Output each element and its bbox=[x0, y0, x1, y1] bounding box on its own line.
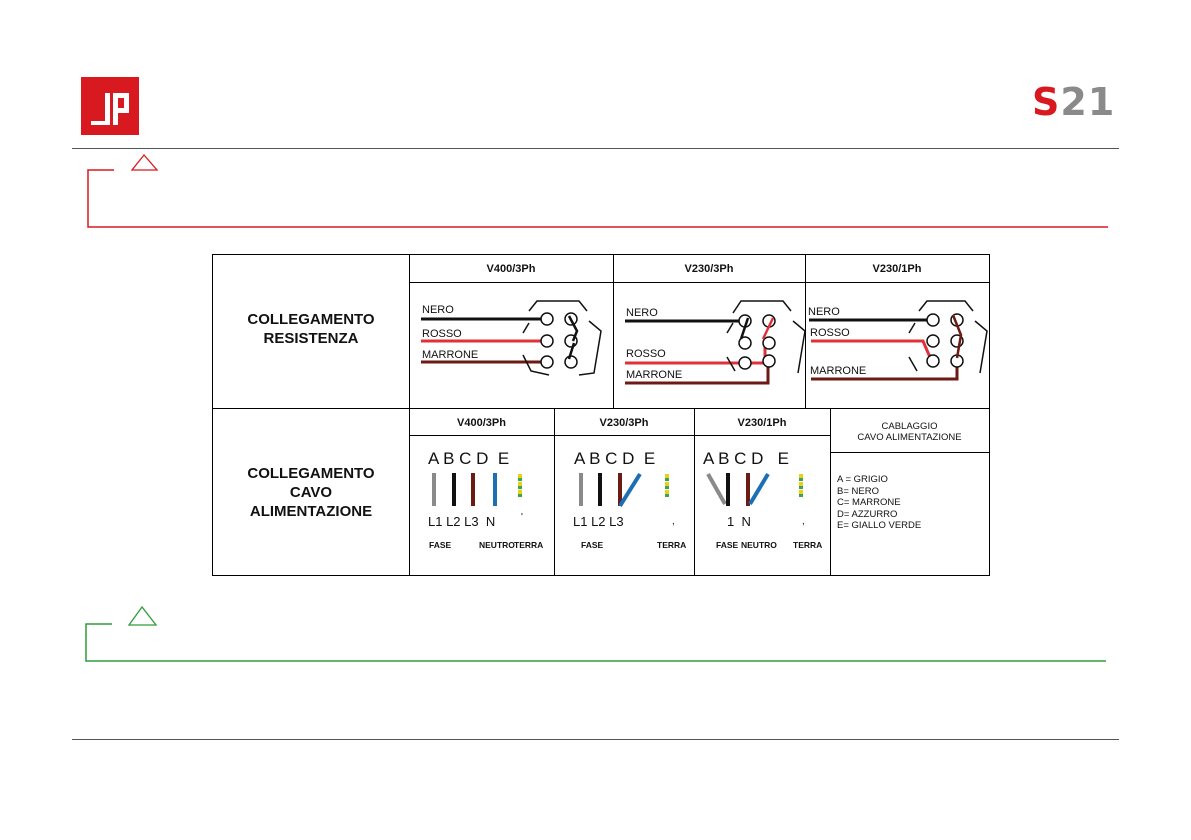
color-legend: A = GRIGIO B= NERO C= MARRONE D= AZZURRO E= GIALLO VERDE bbox=[837, 474, 922, 531]
cable-header-2: V230/3Ph bbox=[599, 417, 649, 429]
cablaggio-title: CABLAGGIO CAVO ALIMENTAZIONE bbox=[857, 421, 962, 443]
cable-diagram-400-3ph: A B C D E L1 L2 L3 N ' FASE NEUTRO TERRA bbox=[428, 449, 544, 550]
row-title-cavo: COLLEGAMENTO CAVO ALIMENTAZIONE bbox=[247, 465, 375, 520]
top-divider bbox=[72, 148, 1119, 149]
resistance-diagram-230-3ph: NERO ROSSO MARRONE bbox=[613, 283, 805, 408]
cable-header-1: V400/3Ph bbox=[457, 417, 506, 429]
res-header-1: V400/3Ph bbox=[486, 263, 536, 275]
resistance-diagram-400-3ph: NERO ROSSO MARRONE bbox=[409, 283, 613, 408]
res-header-2: V230/3Ph bbox=[684, 263, 734, 275]
logo-icon bbox=[81, 77, 139, 135]
caution-triangle-icon bbox=[129, 607, 156, 625]
warning-triangle-icon bbox=[132, 155, 157, 170]
res-header-3: V230/1Ph bbox=[872, 263, 922, 275]
row-title-resistenza: COLLEGAMENTO RESISTENZA bbox=[247, 311, 375, 347]
cable-header-3: V230/1Ph bbox=[737, 417, 787, 429]
cable-diagram-230-3ph: A B C D E L1 L2 L3 , FASE TERRA bbox=[573, 449, 687, 550]
cable-diagram-230-1ph: A B C D E 1 N , FASE NEUTRO TERRA bbox=[703, 449, 823, 550]
wiring-table bbox=[212, 254, 990, 576]
brand-logo: S21 bbox=[1032, 80, 1116, 124]
warning-frame bbox=[80, 150, 1120, 235]
caution-frame bbox=[78, 604, 1118, 666]
bottom-divider bbox=[72, 739, 1119, 740]
resistance-diagram-230-1ph: NERO ROSSO MARRONE bbox=[805, 283, 989, 408]
